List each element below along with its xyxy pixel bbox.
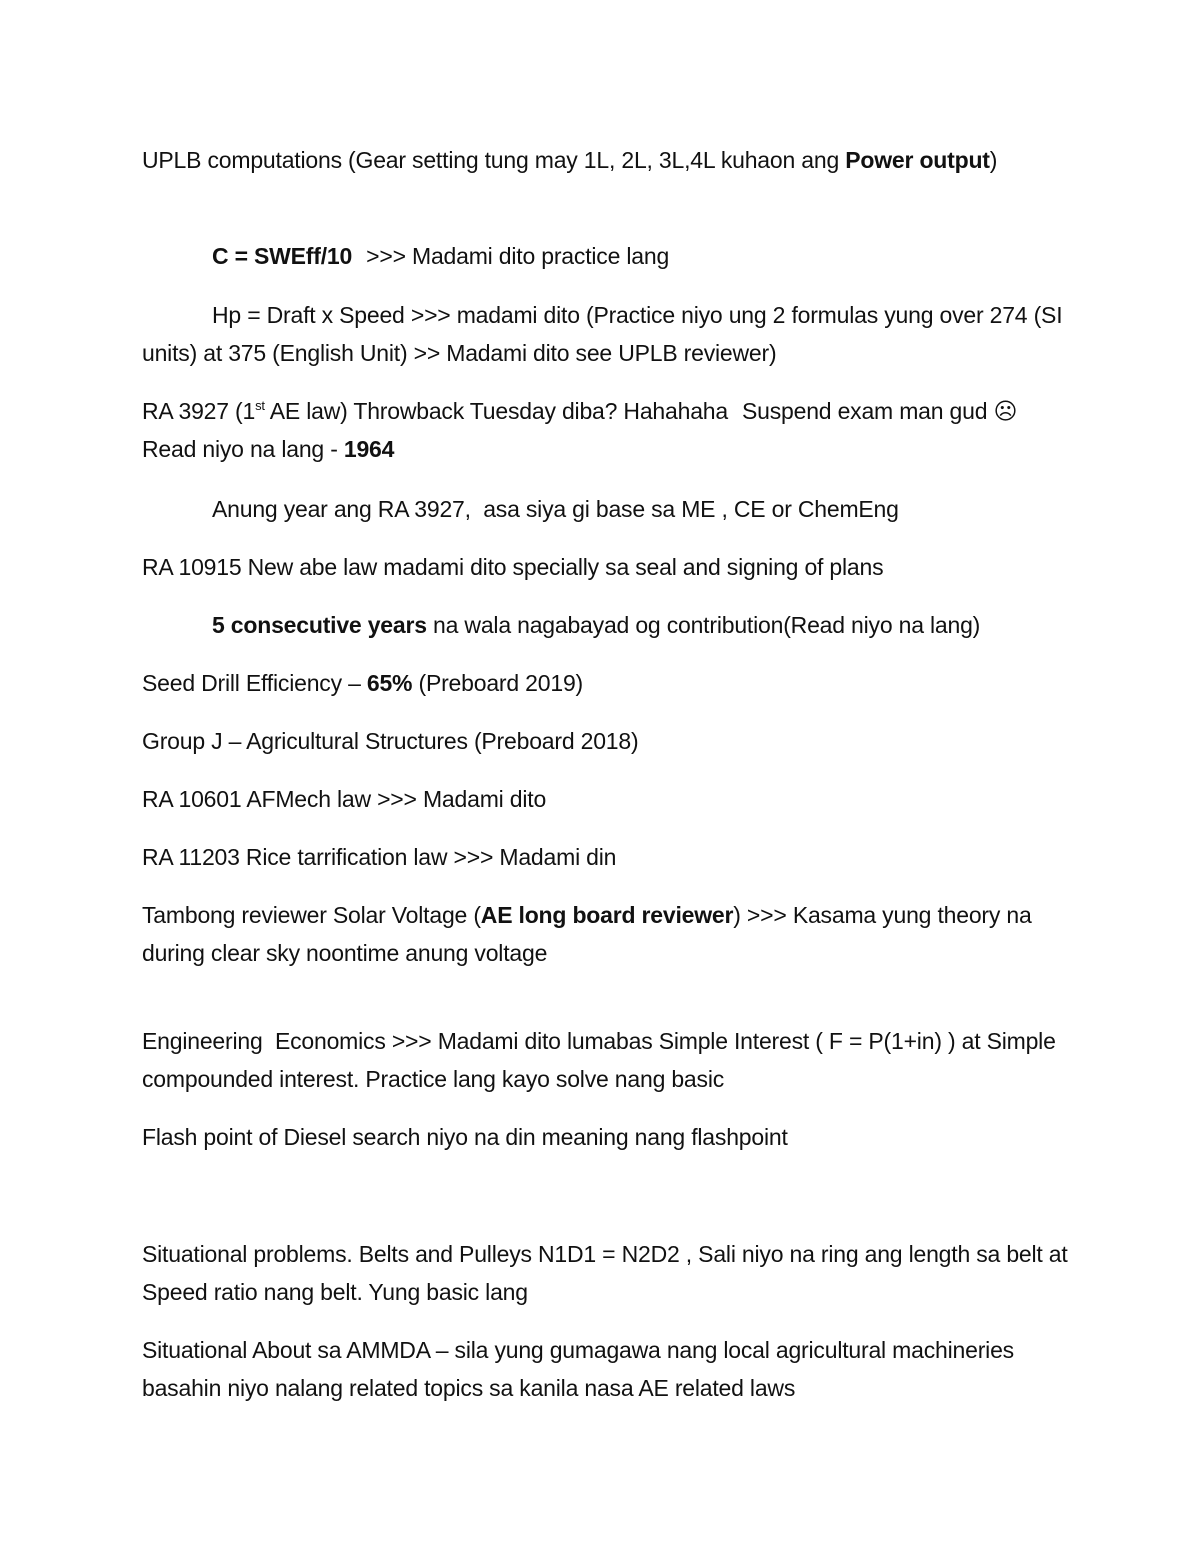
- text: Tambong reviewer Solar Voltage (: [142, 902, 481, 928]
- bold-formula: C = SWEff/10: [212, 243, 353, 269]
- text: na wala nagabayad og contribution(Read niyo na lang): [426, 612, 981, 638]
- superscript: st: [255, 398, 265, 413]
- text: Suspend exam man gud: [741, 398, 988, 424]
- paragraph-ra-10915: [142, 548, 1072, 586]
- text: Engineering Economics >>> Madami dito lumabas Simple Interest ( F = P(1+in) ) at Simple compounded interest. Practice lang kayo solve nang basic: [142, 1028, 1062, 1092]
- text: ) >>> Kasama yung theory na during clear sky noontime anung voltage: [142, 902, 1032, 966]
- bold-text: Power output: [845, 147, 990, 173]
- text: RA 10601 AFMech law >>> Madami dito: [142, 786, 547, 812]
- text: Group J – Agricultural Structures (Preboard 2018): [142, 728, 639, 754]
- text: UPLB computations (Gear setting tung may 1L, 2L, 3L,4L kuhaon ang: [142, 147, 846, 173]
- paragraph-hp-formula: [142, 296, 1072, 372]
- paragraph-anung-year: [142, 490, 1072, 528]
- text: (Preboard 2019): [412, 670, 583, 696]
- text: Situational About sa AMMDA – sila yung gumagawa nang local agricultural machineries basahin niyo nalang related topics sa kanila nasa AE related laws: [142, 1337, 1014, 1401]
- text: Read niyo na lang -: [142, 436, 344, 462]
- bold-year: 1964: [343, 436, 395, 462]
- paragraph-seed-drill: [142, 664, 1072, 702]
- paragraph-consecutive-years: [142, 606, 1072, 644]
- text: RA 3927 (1: [142, 398, 256, 424]
- text: Seed Drill Efficiency –: [142, 670, 367, 696]
- paragraph-tambong-reviewer: [142, 896, 1072, 972]
- text: RA 10915 New abe law madami dito specially sa seal and signing of plans: [142, 554, 884, 580]
- paragraph-ra-11203: [142, 838, 1072, 876]
- paragraph-belts-pulleys: [142, 1235, 1072, 1311]
- text: Flash point of Diesel search niyo na din meaning nang flashpoint: [142, 1124, 788, 1150]
- paragraph-ra-10601: [142, 780, 1072, 818]
- text: >>> Madami dito practice lang: [366, 243, 670, 269]
- text: AE law) Throwback Tuesday diba? Hahahaha: [264, 398, 728, 424]
- paragraph-ra-3927: [142, 392, 1072, 468]
- text: ): [989, 147, 998, 173]
- text: Situational problems. Belts and Pulleys N1D1 = N2D2 , Sali niyo na ring ang length sa belt at Speed ratio nang belt. Yung basic lang: [142, 1241, 1068, 1305]
- paragraph-uplb-computations: [142, 141, 1072, 179]
- sad-face-icon: ☹: [993, 398, 1018, 424]
- paragraph-group-j: [142, 722, 1072, 760]
- text: Anung year ang RA 3927, asa siya gi base sa ME , CE or ChemEng: [212, 496, 899, 522]
- bold-text: 5 consecutive years: [212, 612, 427, 638]
- bold-percent: 65%: [366, 670, 413, 696]
- paragraph-flash-point: [142, 1118, 1072, 1156]
- bold-text: AE long board reviewer: [480, 902, 734, 928]
- text: RA 11203 Rice tarrification law >>> Madami din: [142, 844, 617, 870]
- paragraph-engineering-economics: [142, 1022, 1072, 1098]
- text: Hp = Draft x Speed >>> madami dito (Practice niyo ung 2 formulas yung over 274 (SI units) at 375 (English Unit) >> Madami dito see UPLB reviewer): [142, 302, 1063, 366]
- paragraph-ammda: [142, 1331, 1072, 1407]
- paragraph-c-formula: [142, 237, 1072, 275]
